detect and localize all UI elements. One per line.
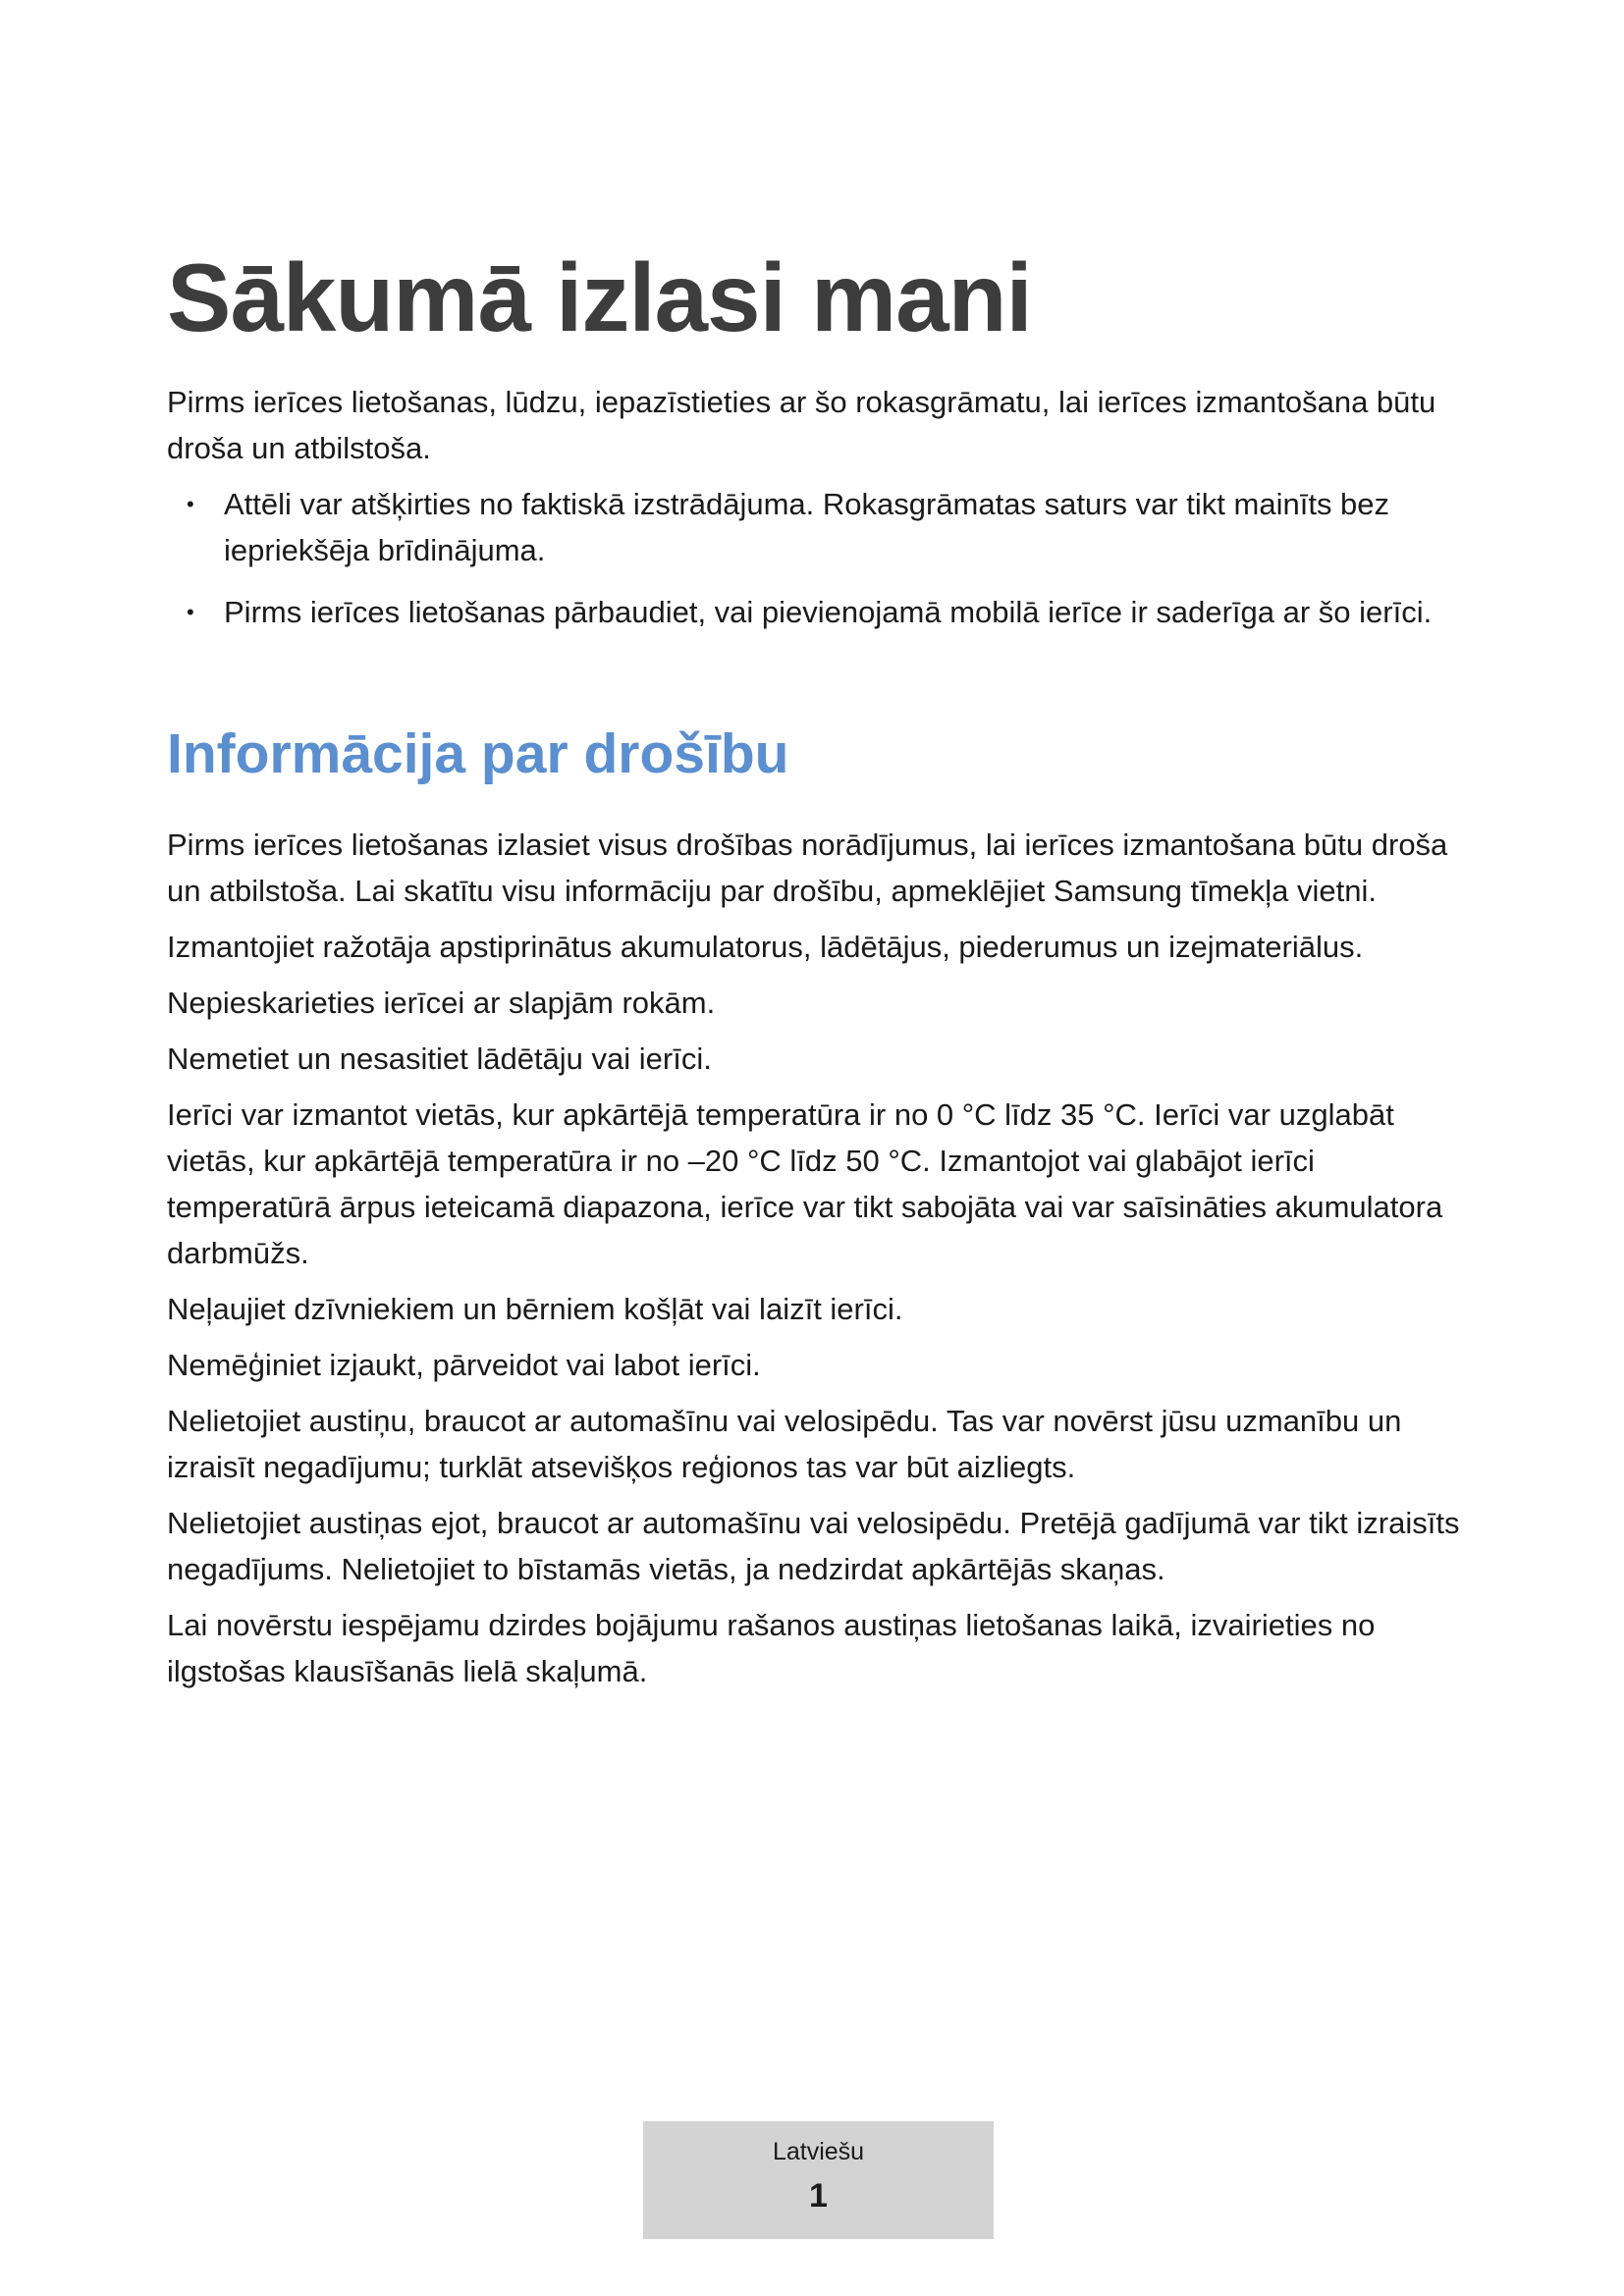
- safety-paragraph: Lai novērstu iespējamu dzirdes bojājumu rašanos austiņas lietošanas laikā, izvairieties no ilgstošas klausīšanās lielā skaļumā.: [167, 1608, 1376, 1689]
- safety-paragraph: Nemetiet un nesasitiet lādētāju vai ierīci.: [167, 1041, 712, 1077]
- page-content: [167, 245, 1483, 1704]
- section-heading-safety: Informācija par drošību: [167, 721, 789, 785]
- safety-paragraph: Neļaujiet dzīvniekiem un bērniem košļāt vai laizīt ierīci.: [167, 1292, 903, 1327]
- notice-list: [167, 481, 1483, 635]
- safety-paragraph: Izmantojiet ražotāja apstiprinātus akumulatorus, lādētājus, piederumus un izejmateriālus.: [167, 930, 1364, 965]
- list-item-text: Attēli var atšķirties no faktiskā izstrādājuma. Rokasgrāmatas saturs var tikt mainīts bez iepriekšēja brīdinājuma.: [224, 486, 1390, 567]
- safety-paragraph: Nelietojiet austiņu, braucot ar automašīnu vai velosipēdu. Tas var novērst jūsu uzmanību un izraisīt negadījumu; turklāt atsevišķos reģionos tas var būt aizliegts.: [167, 1404, 1402, 1485]
- list-item: [167, 589, 1483, 635]
- page-number: 1: [809, 2177, 828, 2215]
- bullet-icon: •: [187, 599, 194, 624]
- page-title: Sākumā izlasi mani: [167, 243, 1032, 351]
- footer-language: Latviešu: [772, 2138, 865, 2165]
- safety-paragraph: Nepieskarieties ierīcei ar slapjām rokām.: [167, 986, 716, 1021]
- list-item: [167, 481, 1483, 573]
- safety-paragraph: Nemēģiniet izjaukt, pārveidot vai labot ierīci.: [167, 1348, 761, 1383]
- safety-paragraph: Pirms ierīces lietošanas izlasiet visus drošības norādījumus, lai ierīces izmantošana būtu droša un atbilstoša. Lai skatītu visu informāciju par drošību, apmeklējiet Samsung tīmekļa vietni.: [167, 828, 1448, 909]
- intro-paragraph: Pirms ierīces lietošanas, lūdzu, iepazīstieties ar šo rokasgrāmatu, lai ierīces izmantošana būtu droša un atbilstoša.: [167, 384, 1436, 465]
- list-item-text: Pirms ierīces lietošanas pārbaudiet, vai pievienojamā mobilā ierīce ir saderīga ar šo ierīci.: [224, 594, 1433, 629]
- bullet-icon: •: [187, 491, 194, 516]
- safety-paragraph: Ierīci var izmantot vietās, kur apkārtējā temperatūra ir no 0 °C līdz 35 °C. Ierīci var uzglabāt vietās, kur apkārtējā temperatūra ir no –20 °C līdz 50 °C. Izmantojot vai glabājot ierīci temperatūrā ārpus ieteicamā diapazona, ierīce var tikt sabojāta vai var saīsināties akumulatora darbmūžs.: [167, 1097, 1443, 1271]
- page-footer: [643, 2121, 994, 2239]
- safety-paragraph: Nelietojiet austiņas ejot, braucot ar automašīnu vai velosipēdu. Pretējā gadījumā var tikt izraisīts negadījums. Nelietojiet to bīstamās vietās, ja nedzirdat apkārtējās skaņas.: [167, 1506, 1460, 1587]
